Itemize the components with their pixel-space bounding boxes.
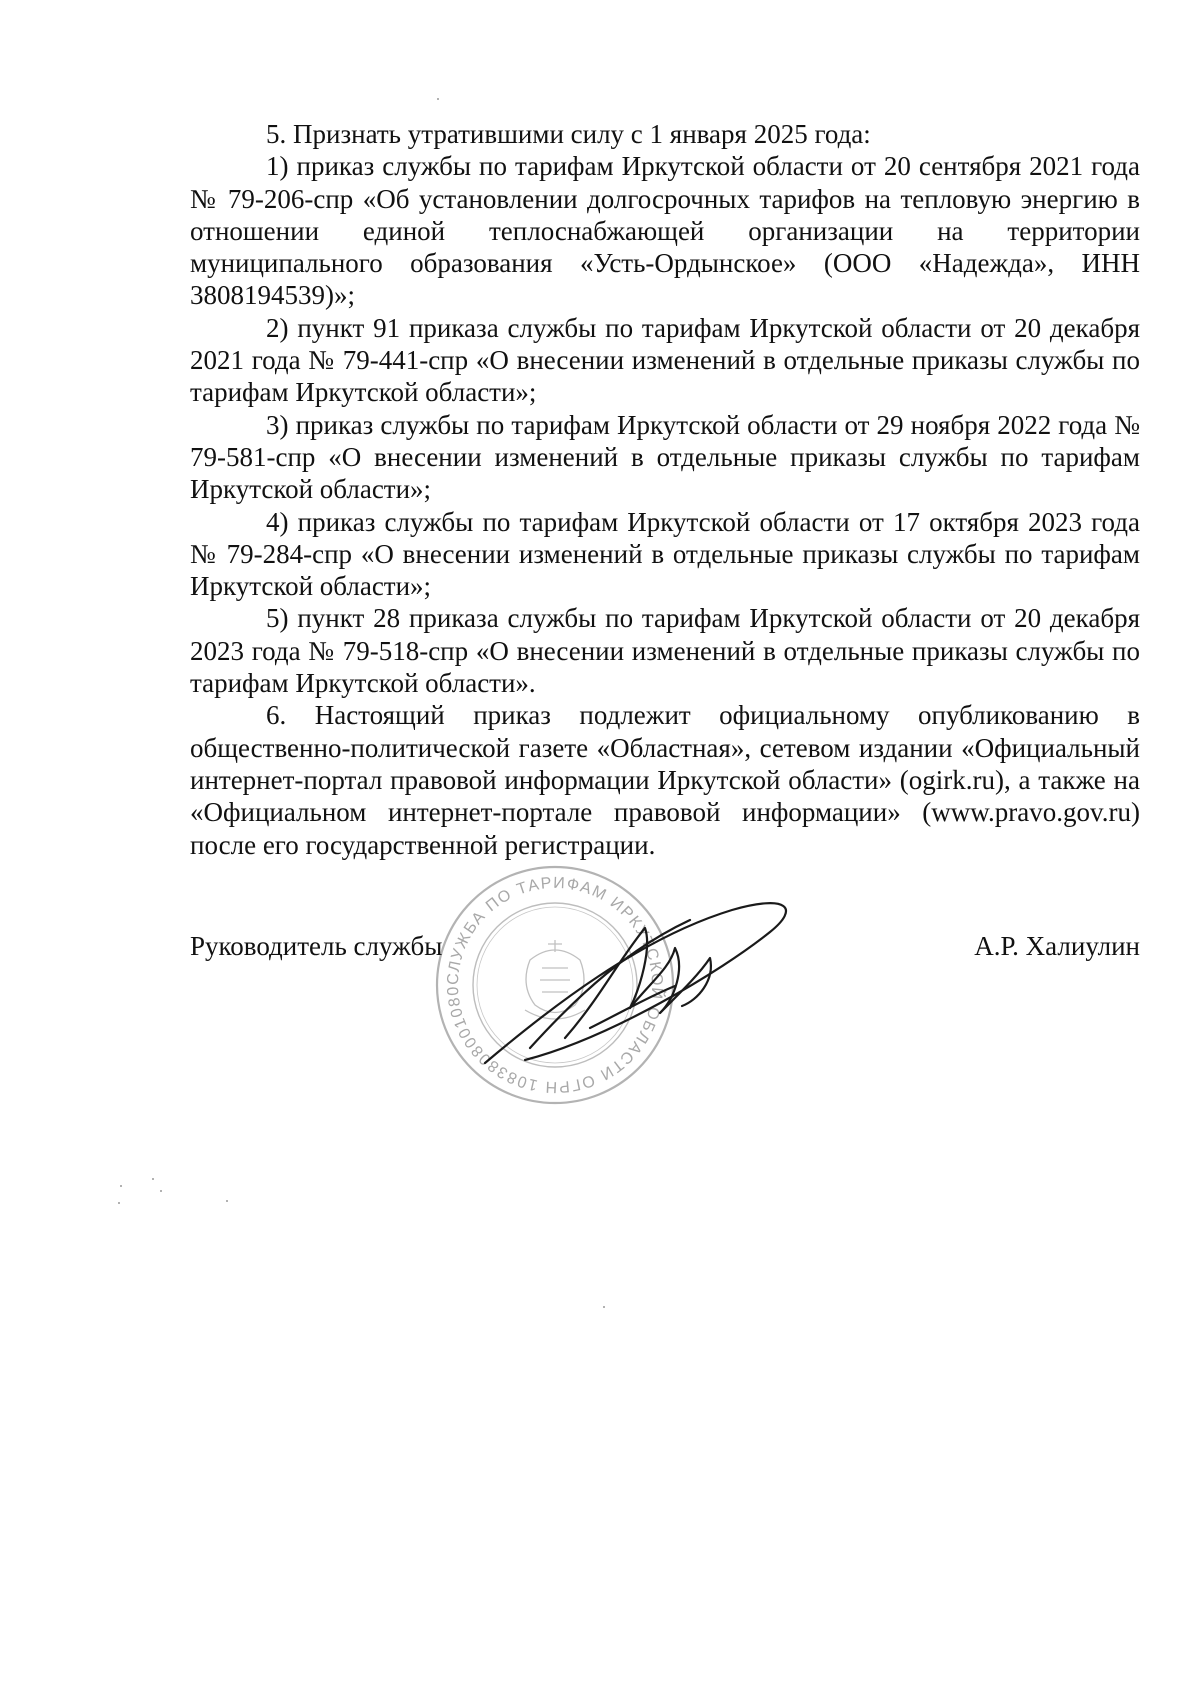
scan-speck: [437, 98, 439, 100]
signatory-title: Руководитель службы: [190, 931, 443, 961]
scan-speck: [120, 1185, 122, 1187]
scan-speck: [226, 1200, 228, 1202]
handwritten-signature: [470, 888, 810, 1078]
seal-ring-text: СЛУЖБА ПО ТАРИФАМ ИРКУТСКОЙ ОБЛАСТИ ОГРН 1083808001080: [444, 874, 666, 1096]
paragraph-subitem-2: 2) пункт 91 приказа службы по тарифам Иркутской области от 20 декабря 2021 года № 79-441-спр «О внесении изменений в отдельные приказы службы по тарифам Иркутской области»;: [190, 312, 1140, 408]
paragraph-subitem-3: 3) приказ службы по тарифам Иркутской области от 29 ноября 2022 года № 79-581-спр «О внесении изменений в отдельные приказы службы по тарифам Иркутской области»;: [190, 409, 1140, 505]
scan-speck: [160, 1190, 162, 1192]
scan-speck: [603, 1306, 605, 1308]
paragraph-item-6: 6. Настоящий приказ подлежит официальному опубликованию в общественно-политической газете «Областная», сетевом издании «Официальный интернет-портал правовой информации Иркутской области» (ogirk.ru), а также на «Официальном интернет-портале правовой информации» (www.pravo.gov.ru) после его государственной регистрации.: [190, 700, 1140, 860]
scan-speck: [152, 1178, 154, 1180]
paragraph-subitem-4: 4) приказ службы по тарифам Иркутской области от 17 октября 2023 года № 79-284-спр «О внесении изменений в отдельные приказы службы по тарифам Иркутской области»;: [190, 506, 1140, 602]
document-body: [190, 118, 1140, 861]
paragraph-subitem-5: 5) пункт 28 приказа службы по тарифам Иркутской области от 20 декабря 2023 года № 79-518-спр «О внесении изменений в отдельные приказы службы по тарифам Иркутской области».: [190, 603, 1140, 699]
scan-speck: [118, 1202, 120, 1204]
signatory-name: А.Р. Халиулин: [974, 931, 1140, 961]
paragraph-subitem-1: 1) приказ службы по тарифам Иркутской области от 20 сентября 2021 года № 79-206-спр «Об установлении долгосрочных тарифов на тепловую энергию в отношении единой теплоснабжающей организации на территории муниципального образования «Усть-Ордынское» (ООО «Надежда», ИНН 3808194539)»;: [190, 151, 1140, 311]
paragraph-item-5: 5. Признать утратившими силу с 1 января 2025 года:: [266, 119, 871, 149]
